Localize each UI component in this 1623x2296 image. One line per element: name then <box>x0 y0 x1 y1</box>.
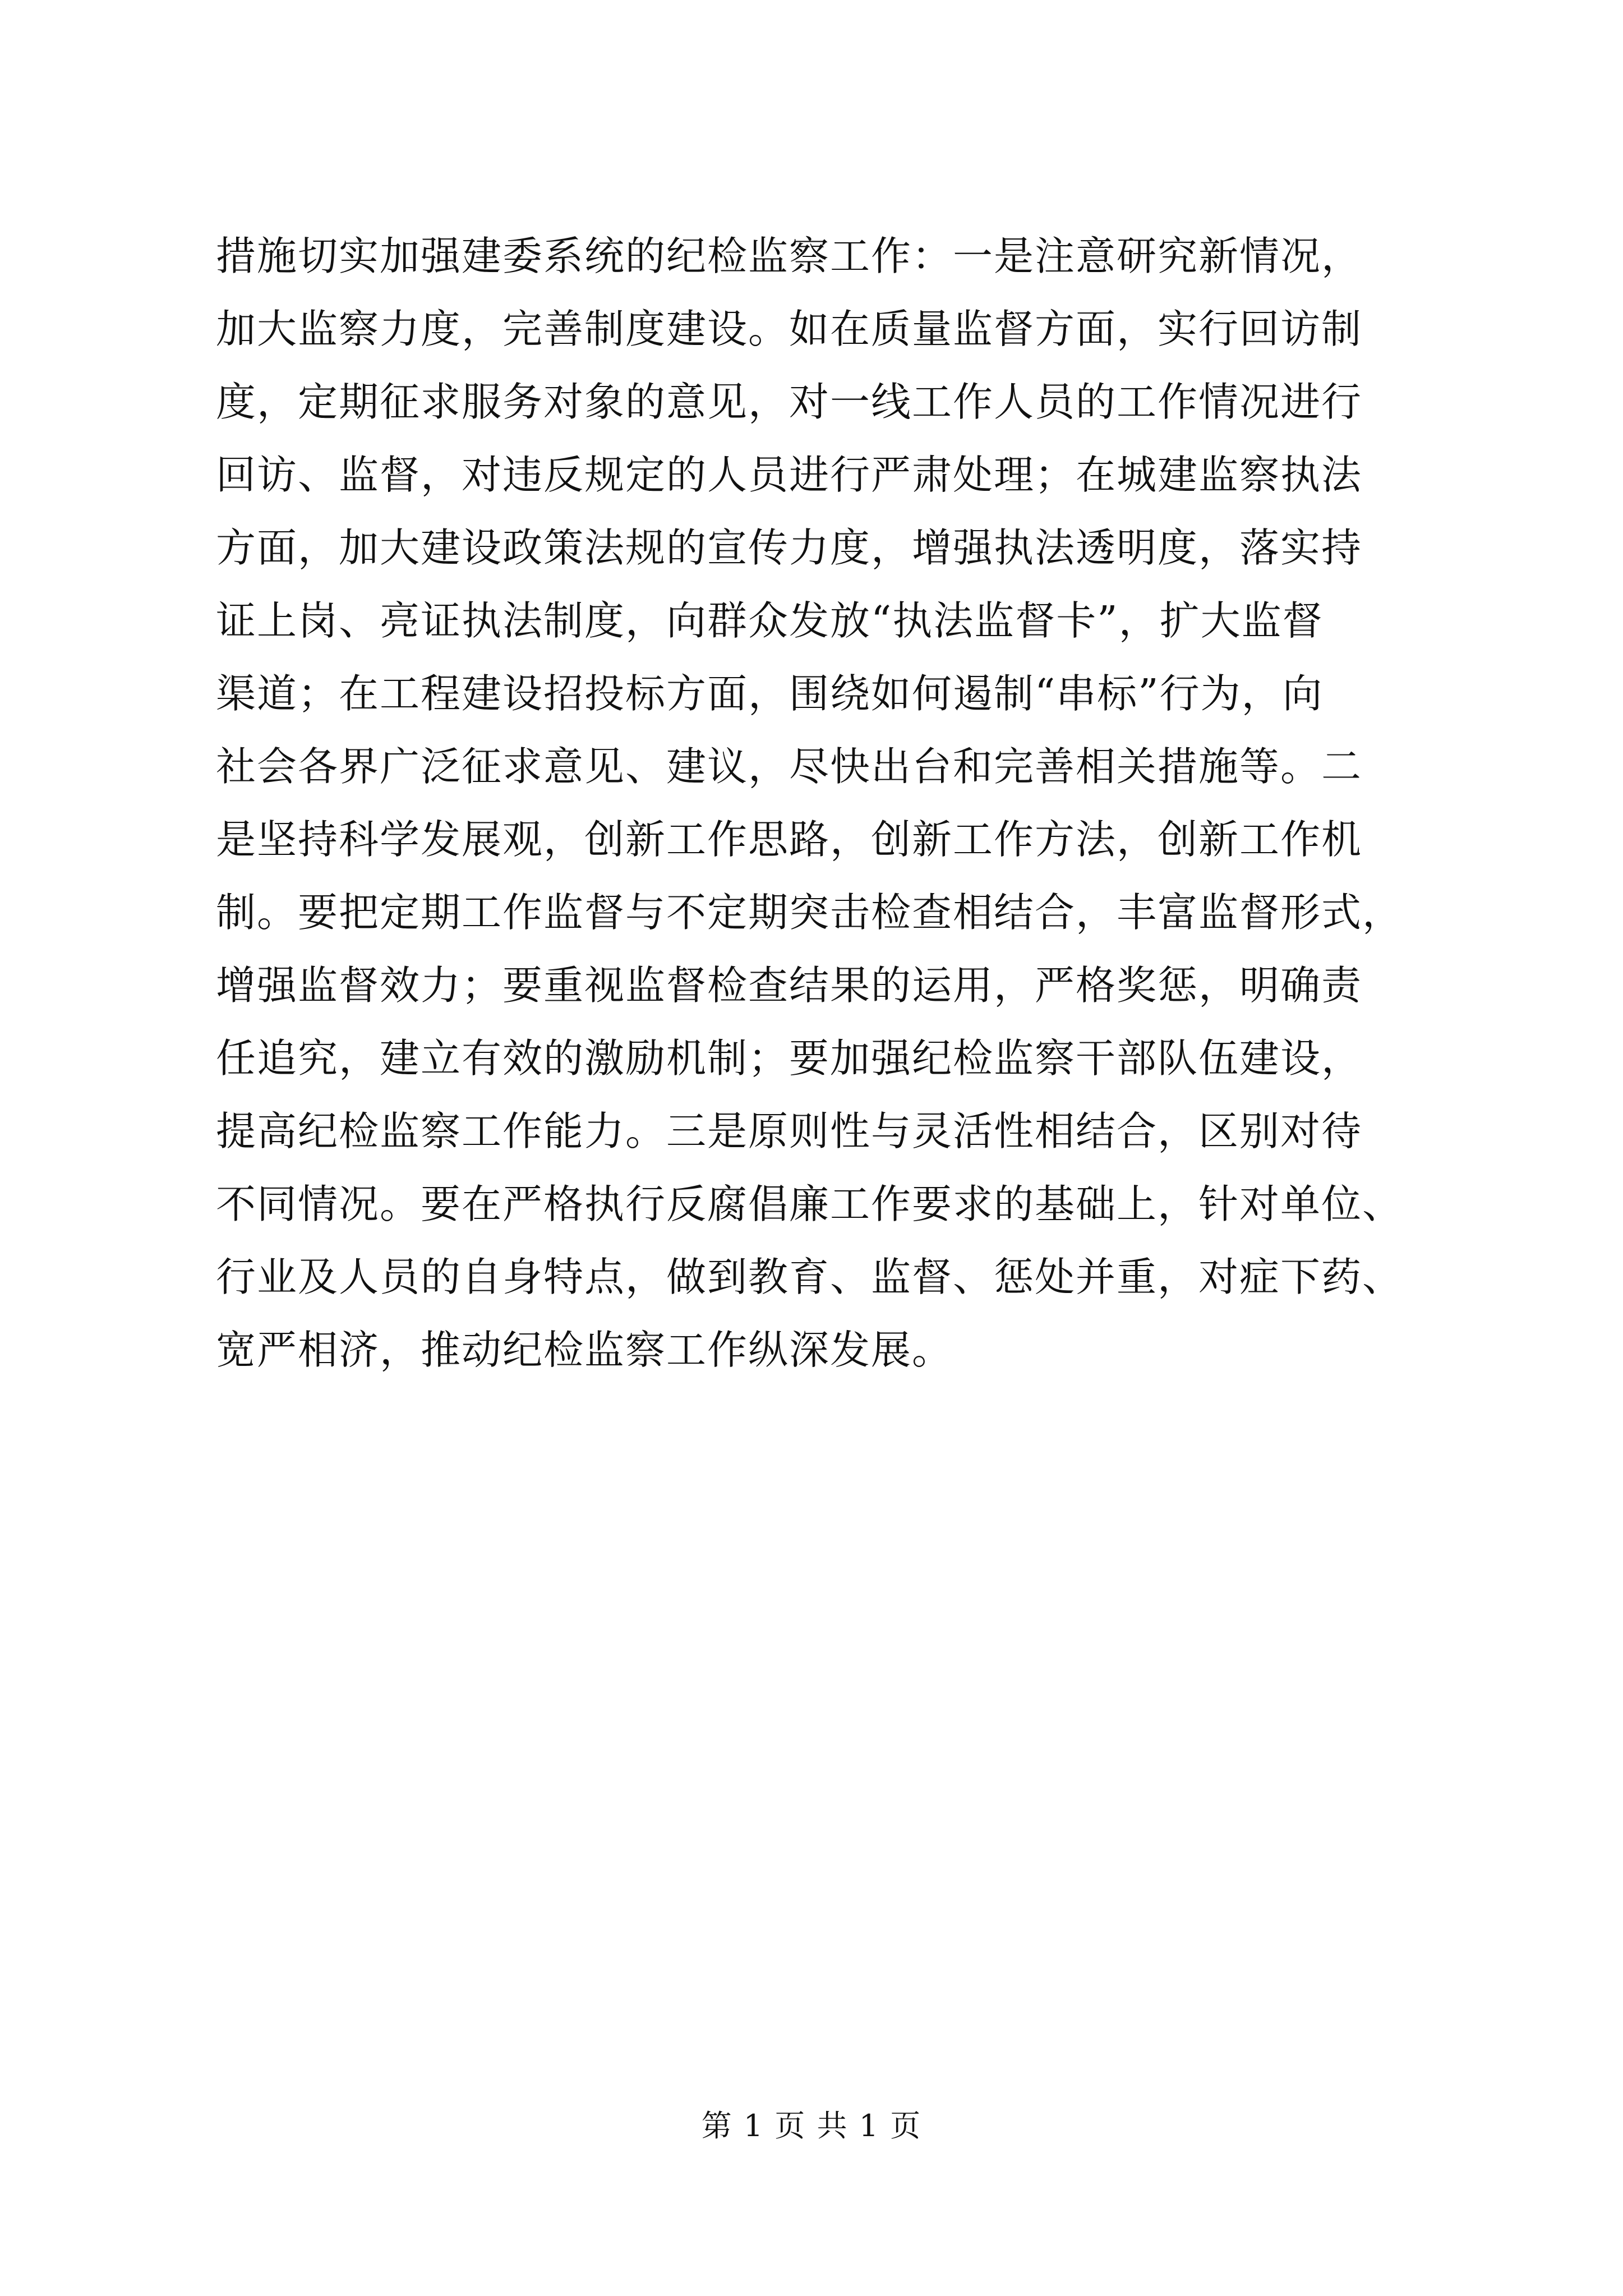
paragraph-line: 加大监察力度，完善制度建设。如在质量监督方面，实行回访制 <box>216 306 1363 352</box>
paragraph-line: 回访、监督，对违反规定的人员进行严肃处理；在城建监察执法 <box>216 452 1363 498</box>
paragraph-line: 任追究，建立有效的激励机制；要加强纪检监察干部队伍建设， <box>216 1035 1363 1082</box>
paragraph-line: 社会各界广泛征求意见、建议，尽快出台和完善相关措施等。二 <box>216 743 1363 790</box>
paragraph-line: 措施切实加强建委系统的纪检监察工作：一是注意研究新情况， <box>216 233 1363 279</box>
paragraph-line: 方面，加大建设政策法规的宣传力度，增强执法透明度，落实持 <box>216 524 1363 571</box>
paragraph-line: 是坚持科学发展观，创新工作思路，创新工作方法，创新工作机 <box>216 816 1363 863</box>
paragraph-line: 宽严相济，推动纪检监察工作纵深发展。 <box>216 1327 953 1373</box>
page-number-label: 第 1 页 共 1 页 <box>701 2108 922 2143</box>
paragraph-line: 不同情况。要在严格执行反腐倡廉工作要求的基础上，针对单位、 <box>216 1181 1404 1227</box>
paragraph-line: 证上岗、亮证执法制度，向群众发放“执法监督卡”，扩大监督 <box>216 597 1324 644</box>
page-footer <box>0 2106 1623 2146</box>
paragraph-line: 行业及人员的自身特点，做到教育、监督、惩处并重，对症下药、 <box>216 1254 1404 1300</box>
paragraph-line: 制。要把定期工作监督与不定期突击检查相结合，丰富监督形式， <box>216 889 1404 936</box>
body-paragraph <box>216 220 1419 1387</box>
paragraph-line: 度，定期征求服务对象的意见，对一线工作人员的工作情况进行 <box>216 379 1363 425</box>
paragraph-line: 渠道；在工程建设招投标方面，围绕如何遏制“串标”行为，向 <box>216 670 1324 717</box>
paragraph-line: 提高纪检监察工作能力。三是原则性与灵活性相结合，区别对待 <box>216 1108 1363 1154</box>
paragraph-line: 增强监督效力；要重视监督检查结果的运用，严格奖惩，明确责 <box>216 962 1363 1009</box>
